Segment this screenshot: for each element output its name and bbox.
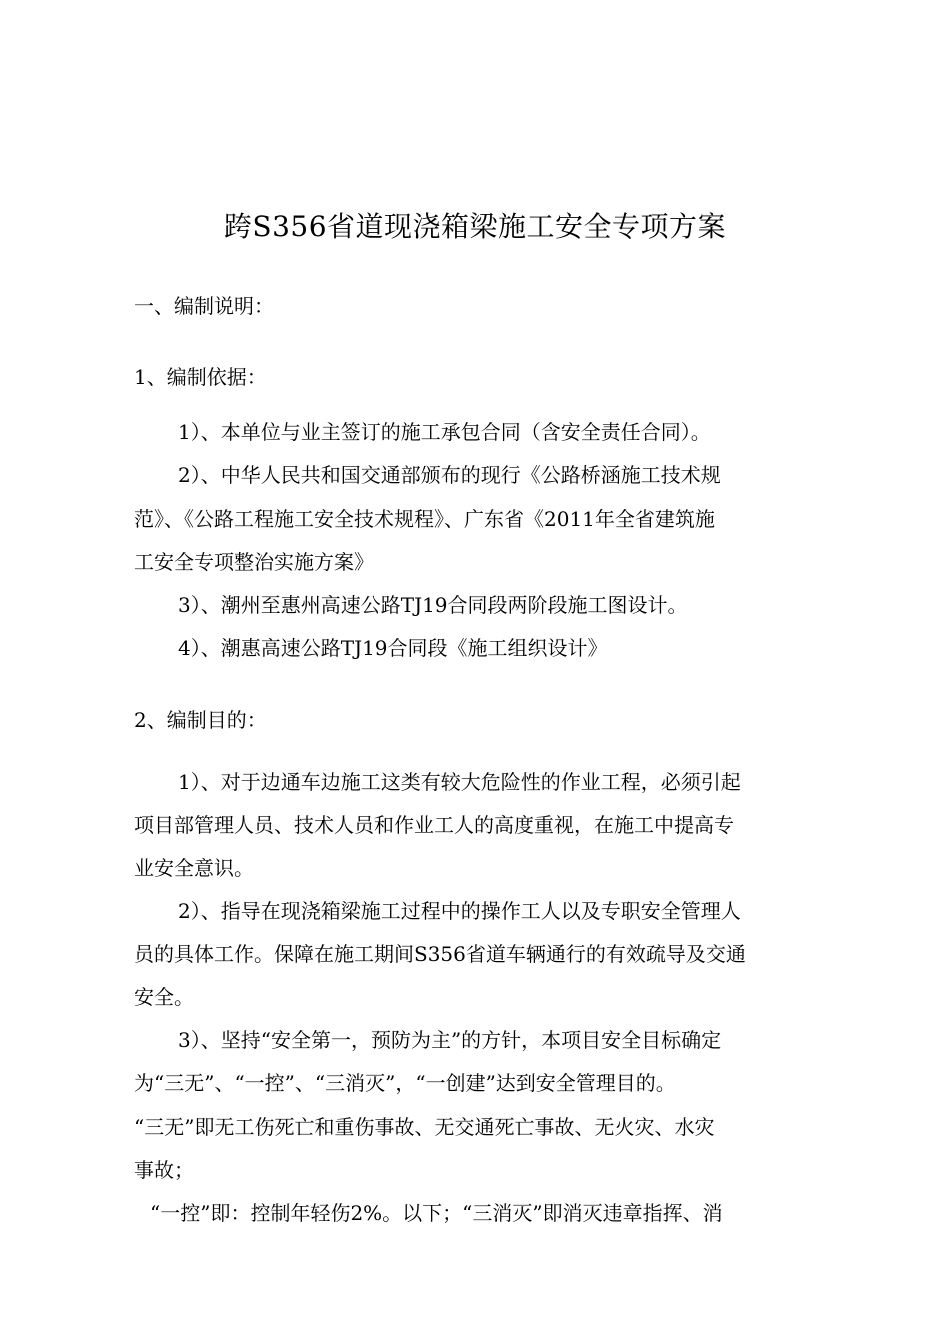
paragraph-line: 1）、本单位与业主签订的施工承包合同（含安全责任合同）。 (178, 420, 711, 444)
paragraph-line: 业安全意识。 (134, 856, 254, 880)
paragraph-line: 2）、指导在现浇箱梁施工过程中的操作工人以及专职安全管理人 (178, 899, 741, 923)
subsection-heading: 2、编制目的： (134, 708, 267, 732)
paragraph-line: 事故； (134, 1158, 194, 1182)
paragraph-line: 范》、《公路工程施工安全技术规程》、广东省《2011年全省建筑施 (134, 507, 715, 531)
paragraph-line: “三无”即无工伤死亡和重伤事故、无交通死亡事故、无火灾、水灾 (134, 1115, 715, 1139)
paragraph-line: 4）、潮惠高速公路TJ19合同段《施工组织设计》 (178, 636, 608, 660)
paragraph-line: 员的具体工作。保障在施工期间S356省道车辆通行的有效疏导及交通 (134, 942, 746, 966)
paragraph-line: 项目部管理人员、技术人员和作业工人的高度重视，在施工中提高专 (134, 813, 734, 837)
paragraph-line: 3）、潮州至惠州高速公路TJ19合同段两阶段施工图设计。 (178, 593, 688, 617)
section-heading: 一、编制说明： (134, 294, 274, 318)
paragraph-line: 为“三无”、“一控”、“三消灭”，“一创建”达到安全管理目的。 (134, 1071, 676, 1095)
document-title: 跨S356省道现浇箱梁施工安全专项方案 (223, 210, 727, 243)
paragraph-line: 3）、坚持“安全第一，预防为主”的方针，本项目安全目标确定 (178, 1028, 722, 1052)
subsection-heading: 1、编制依据： (134, 365, 267, 389)
paragraph-line: 1）、对于边通车边施工这类有较大危险性的作业工程，必须引起 (178, 770, 741, 794)
paragraph-line: “一控”即：控制年轻伤2%。以下；“三消灭”即消灭违章指挥、消 (150, 1201, 723, 1225)
paragraph-line: 工安全专项整治实施方案》 (134, 550, 374, 574)
paragraph-line: 安全。 (134, 985, 194, 1009)
paragraph-line: 2）、中华人民共和国交通部颁布的现行《公路桥涵施工技术规 (178, 463, 721, 487)
